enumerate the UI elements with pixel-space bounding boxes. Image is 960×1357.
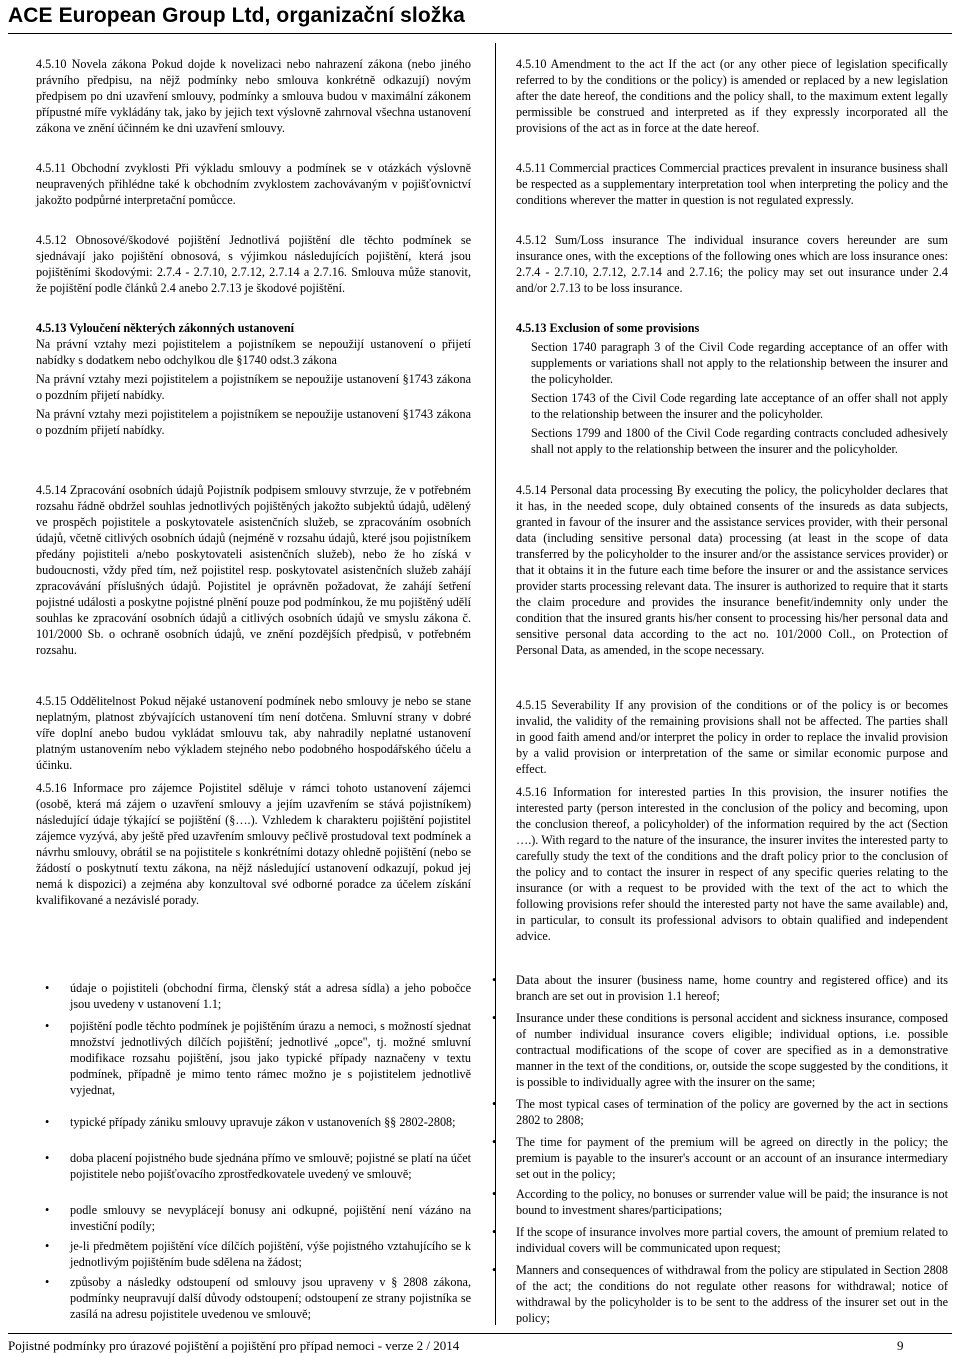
cz-bullet-item: • podle smlouvy se nevyplácejí bonusy ani odkupné, pojištění není vázáno na investiční podíly; [45, 1203, 471, 1233]
cz-section-4-5-11: 4.5.11 Obchodní zvyklosti Při výkladu smlouvy a podmínek se v otázkách výslovně neupravených přihlédne také k obchodním zvyklostem zachovávaným v pojišťovnictví jakožto podpůrné interpretační pomůcce. [36, 161, 471, 207]
bullet-icon: • [492, 1225, 497, 1239]
cz-section-4-5-16: 4.5.16 Informace pro zájemce Pojistitel sděluje v rámci tohoto ustanovení zájemci (osobě, která má zájem o uzavření smlouvy a jejím uzavřením se stává pojistníkem) následující údaje týkající se pojištění (§….). Vzhledem k charakteru pojištění pojistitel zájemce vyzývá, aby ještě před uzavřením smlouvy pečlivě prostudoval text podmínek a návrhu smlouvy, obrátil se na pojistitele s konkrétními dotazy ohledně pojištění (nebo se žádostí o poskytnutí textu zákona, na nějž následující ustanovení odkazují, pokud jej nemá k dispozici) a zejména aby konzultoval své odborné poradce za účelem získání kvalifikované a nezávislé porady. [36, 781, 471, 907]
bullet-icon: • [492, 1011, 497, 1025]
cz-section-4-5-13-a: Na právní vztahy mezi pojistitelem a pojistníkem se nepoužijí ustanovení o přijetí nabídky s dodatkem nebo odchylkou dle §1740 odst.3 zákona [36, 337, 471, 367]
cz-section-4-5-10: 4.5.10 Novela zákona Pokud dojde k novelizaci nebo nahrazení zákona (nebo jiného právního předpisu, na nějž podmínky nebo smlouva konkrétně odkazují) novým předpisem po dni uzavření smlouvy, podmínky a smlouva budou v maximální zákonem přípustné míře vykládány tak, jako by jejich text výslovně zahrnoval všechna ustanovení zákona ve znění účinném ke dni uzavření smlouvy. [36, 57, 471, 135]
en-bullet-item: • Manners and consequences of withdrawal from the policy are stipulated in Section 2808 of the act; the conditions do not regulate other reasons for withdrawal; notice of withdrawal by the policyholder is to be sent to the address of the insurer set out in the policy; [492, 1263, 948, 1325]
bullet-icon: • [45, 1115, 50, 1129]
cz-bullet-item: • údaje o pojistiteli (obchodní firma, členský stát a adresa sídla) a jeho pobočce jsou uvedeny v ustanovení 1.1; [45, 981, 471, 1011]
page-footer: Pojistné podmínky pro úrazové pojištění a pojištění pro případ nemoci - verze 2 / 2014 [8, 1338, 460, 1353]
en-section-4-5-15: 4.5.15 Severability If any provision of the conditions or of the policy is or becomes invalid, the validity of the remaining provisions shall not be affected. The parties shall in good faith amend and/or interpret the policy in order to replace the invalid provision by a valid provision or interpretation of the same or similar economic purpose and effect. [516, 698, 948, 776]
page-number: 9 [897, 1338, 904, 1353]
en-bullet-item: • Insurance under these conditions is personal accident and sickness insurance, composed of number individual insurance covers eligible; individual options, i.e. possible contractual modifications of the scope of cover are specified as in a demonstrative manner in the text of the conditions, or, outside the scope suggested by the conditions, it is possible to individually agree with the insurer on the same; [492, 1011, 948, 1089]
bullet-icon: • [45, 1151, 50, 1165]
bullet-icon: • [45, 1203, 50, 1217]
cz-bullet-item: • způsoby a následky odstoupení od smlouvy jsou upraveny v § 2808 zákona, podmínky neupravují další důvody odstoupení; odstoupení ze strany pojistníka se zasílá na adresu pojistitele uvedenou ve smlouvě; [45, 1275, 471, 1321]
en-section-4-5-11: 4.5.11 Commercial practices Commercial practices prevalent in insurance business shall be respected as a supplementary interpretation tool when interpreting the policy and the conditions wherever the matter in question is not regulated expressly. [516, 161, 948, 207]
bullet-icon: • [492, 1263, 497, 1277]
cz-bullet-item: • pojištění podle těchto podmínek je pojištěním úrazu a nemoci, s možností sjednat množství jednotlivých dílčích pojištění; jednotlivé „opce", tj. možné smluvní modifikace rozsahu pojištění, jsou jako typické případy naznačeny v textu podmínek, případně je mimo tento rámec možno je s pojistitelem jednotlivě vyjednat, [45, 1019, 471, 1097]
page-header: ACE European Group Ltd, organizační složka [8, 4, 465, 27]
en-section-4-5-13-c: Sections 1799 and 1800 of the Civil Code regarding contracts concluded adhesively shall not apply to the relationship between the insurer and the policyholder. [531, 426, 948, 456]
cz-section-4-5-15: 4.5.15 Oddělitelnost Pokud nějaké ustanovení podmínek nebo smlouvy je nebo se stane neplatným, platnost zbývajících ustanovení tím není dotčena. Smluvní strany v dobré víře doplní anebo budou vykládat smlouvu tak, aby nahradily neplatné ustanovení platným ustanovením nebo výkladem stejného nebo podobného hospodářského účelu a účinku. [36, 694, 471, 772]
en-section-4-5-13-b: Section 1743 of the Civil Code regarding late acceptance of an offer shall not apply to the relationship between the insurer and the policyholder. [531, 391, 948, 421]
bullet-icon: • [492, 1187, 497, 1201]
en-section-4-5-12: 4.5.12 Sum/Loss insurance The individual insurance covers hereunder are sum insurance ones, with the exceptions of the following ones which are loss insurance ones: 2.7.4 - 2.7.10, 2.7.12, 2.7.14 and 2.7.16; the policy may set out insurance under 2.4 and/or 2.7.13 to be loss insurance. [516, 233, 948, 295]
footer-rule [8, 1333, 952, 1334]
en-section-4-5-10: 4.5.10 Amendment to the act If the act (or any other piece of legislation specifically referred to by the conditions or the policy) is amended or replaced by a new legislation after the date hereof, the conditions and the policy shall, to the maximum extent legally permissible be construed and interpreted as if they expressly incorporated all the provisions of the act as in force at the date hereof. [516, 57, 948, 135]
en-section-4-5-13-heading: 4.5.13 Exclusion of some provisions [516, 321, 700, 335]
en-bullet-item: • The time for payment of the premium will be agreed on directly in the policy; the premium is payable to the insurer's account or an account of an insurance intermediary set out in the policy; [492, 1135, 948, 1181]
en-bullet-item: • According to the policy, no bonuses or surrender value will be paid; the insurance is not bound to investment shares/participations; [492, 1187, 948, 1217]
header-rule [8, 33, 952, 34]
bullet-icon: • [492, 973, 497, 987]
cz-bullet-item: • doba placení pojistného bude sjednána přímo ve smlouvě; pojistné se platí na účet pojistitele nebo pojišťovacího zprostředkovatele uvedený ve smlouvě; [45, 1151, 471, 1181]
cz-section-4-5-14: 4.5.14 Zpracování osobních údajů Pojistník podpisem smlouvy stvrzuje, že v potřebném rozsahu řádně obdržel souhlas jednotlivých pojištěných jakožto subjektů údajů, udělený ve prospěch pojistitele a poskytovatele asistenčních služeb, se zpracováním osobních údajů, včetně citlivých osobních údajů (nejméně v rozsahu údajů, které jsou pojistníkem předány pojistiteli a/nebo poskytovateli asistenčních služeb), nebo že ho získá v budoucnosti, vždy před tím, než pojistitel resp. poskytovatel asistenčních služeb zahájí zpracovávání příslušných údajů. Pojistitel je oprávněn požadovat, že zahájí šetření pojistné události a poskytne pojistné plnění pouze pod podmínkou, že mu pojištěný udělí souhlas ke zpracování osobních údajů a citlivých osobních údajů ve smyslu zákona č. 101/2000 Sb. o ochraně osobních údajů, ve znění pozdějších předpisů, v potřebném rozsahu. [36, 483, 471, 657]
bullet-icon: • [45, 1239, 50, 1253]
en-section-4-5-13-a: Section 1740 paragraph 3 of the Civil Code regarding acceptance of an offer with supplements or variations shall not apply to the relationship between the insurer and the policyholder. [531, 340, 948, 386]
bullet-icon: • [492, 1135, 497, 1149]
cz-section-4-5-13-heading: 4.5.13 Vyloučení některých zákonných ustanovení [36, 321, 295, 335]
en-bullet-item: • If the scope of insurance involves more partial covers, the amount of premium related to individual covers will be communicated upon request; [492, 1225, 948, 1255]
column-divider [495, 43, 496, 1325]
cz-bullet-item: • je-li předmětem pojištění více dílčích pojištění, výše pojistného vztahujícího se k jednotlivým pojištěním bude sdělena na žádost; [45, 1239, 471, 1269]
bullet-icon: • [45, 1019, 50, 1033]
cz-section-4-5-13-b: Na právní vztahy mezi pojistitelem a pojistníkem se nepoužije ustanovení §1743 zákona o pozdním přijetí nabídky. [36, 372, 471, 402]
cz-section-4-5-13-c: Na právní vztahy mezi pojistitelem a pojistníkem se nepoužije ustanovení §1743 zákona o pozdním přijetí nabídky. [36, 407, 471, 437]
bullet-icon: • [45, 1275, 50, 1289]
en-section-4-5-16: 4.5.16 Information for interested parties In this provision, the insurer notifies the interested party (person interested in the conclusion of the policy and becoming, upon the conclusion thereof, a policyholder) of the information required by the act (Section ….). With regard to the nature of the insurance, the insurer invites the interested party to carefully study the text of the conditions and the draft policy prior to the conclusion of the policy and to contact the insurer in respect of any specific queries relating to the insurance (or with a request to be provided with the text of the act to which the following provisions refer should the interested party not have the same available) and, in particular, to consult its professional advisors to obtain qualified and independent advice. [516, 785, 948, 943]
cz-section-4-5-12: 4.5.12 Obnosové/škodové pojištění Jednotlivá pojištění dle těchto podmínek se sjednávají jako pojištění obnosová, s výjimkou následujících pojištění, která jsou pojištěními škodovými: 2.7.4 - 2.7.10, 2.7.12, 2.7.14 a 2.7.16. Smlouva může stanovit, že pojištění podle článků 2.4 anebo 2.7.13 je škodové pojištění. [36, 233, 471, 295]
bullet-icon: • [492, 1097, 497, 1111]
en-section-4-5-14: 4.5.14 Personal data processing By executing the policy, the policyholder declares that it has, in the needed scope, duly obtained consents of the insureds as data subjects, granted in favour of the insurer and the assistance services provider, with their personal data (including sensitive personal data) processing (at least in the scope of data transferred by the policyholder to the insurer and/or the assistance services provider) or that it obtains it in the future each time before the insurer or and the assistance services provider starts processing relevant data. The insurer is authorized to require that it starts the claim procedure and provides the insurance benefit/indemnity only under the condition that the insured grants his/her consent to processing his/her personal data and sensitive personal data according to the act no. 101/2000 Coll., on Protection of Personal Data, as amended, in the scope necessary. [516, 483, 948, 657]
cz-bullet-item: • typické případy zániku smlouvy upravuje zákon v ustanoveních §§ 2802-2808; [45, 1115, 456, 1129]
en-bullet-item: • The most typical cases of termination of the policy are governed by the act in sections 2802 to 2808; [492, 1097, 948, 1127]
en-bullet-item: • Data about the insurer (business name, home country and registered office) and its branch are set out in provision 1.1 hereof; [492, 973, 948, 1003]
bullet-icon: • [45, 981, 50, 995]
